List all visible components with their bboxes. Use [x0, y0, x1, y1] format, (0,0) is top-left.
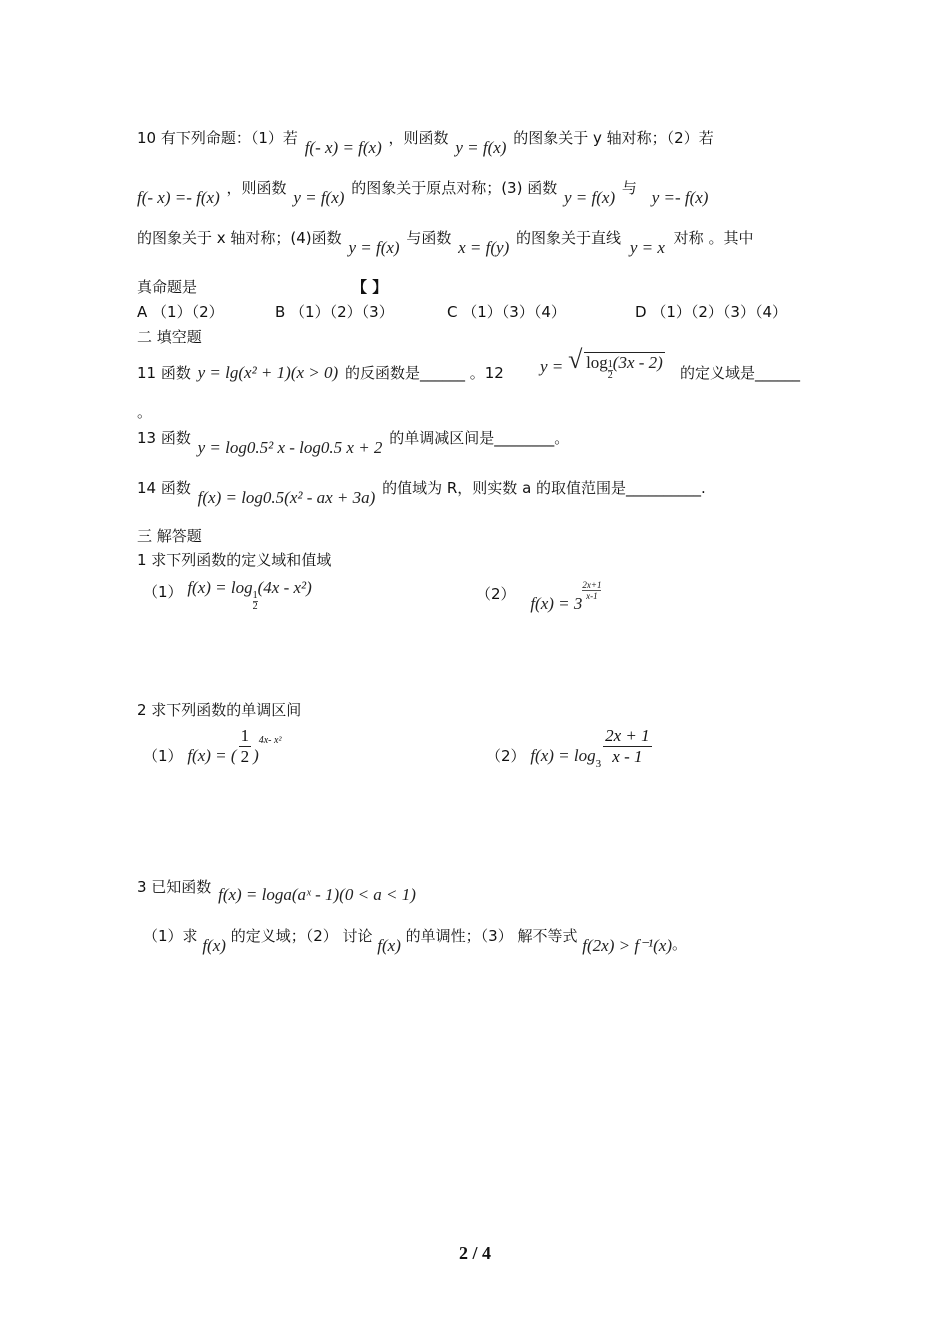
p2-i2-frac [603, 726, 652, 767]
p2-title: 2 求下列函数的单调区间 [137, 701, 302, 719]
section-3-title: 三 解答题 [137, 527, 202, 545]
page-number: 2 / 4 [458, 1243, 491, 1263]
p1-item-1 [143, 578, 312, 612]
p2-item-1 [143, 726, 281, 774]
q10-line-1 [137, 128, 714, 157]
q10-l2-math-a: f(- x) =- f(x) [137, 188, 220, 207]
q11-text-a: 11 函数 [137, 364, 191, 382]
p1-i1-arg: (4x - x²) [257, 578, 312, 597]
q10-answer-bracket: 【 】 [352, 278, 388, 296]
q10-l1-text-c: 的图象关于 y 轴对称；（2）若 [513, 129, 714, 147]
p1-i2-exp [582, 580, 601, 601]
q10-option-b: B （1）（2）（3） [275, 303, 394, 321]
p3-l2-a: （1）求 [143, 927, 198, 945]
p2-i2-base: 3 [595, 758, 602, 770]
q12-arg: (3x - 2) [612, 353, 663, 372]
p1-title: 1 求下列函数的定义域和值域 [137, 551, 332, 569]
q11-text-b: 的反函数是______ 。12 [344, 364, 504, 382]
p3-l2-math-a: f(x) [202, 936, 226, 955]
q14-line [137, 478, 706, 507]
q10-l2-text-b: 的图象关于原点对称；(3) 函数 [351, 179, 558, 197]
p2-i2-frac-num: 2x + 1 [605, 726, 650, 745]
p2-i1-frac [239, 726, 252, 767]
q12-math [540, 345, 665, 396]
q12-math-y: y = [540, 357, 564, 376]
q13-line [137, 428, 570, 457]
q10-l3-math-c: y = x [629, 238, 665, 257]
q13-text-a: 13 函数 [137, 429, 191, 447]
q10-l1-math-b: y = f(x) [455, 138, 507, 157]
p2-i2-frac-den: x - 1 [612, 747, 643, 766]
q12-tail: 。 [137, 403, 153, 421]
q10-l1-text-b: ，则函数 [388, 129, 449, 147]
q10-l2-math-b: y = f(x) [293, 188, 345, 207]
p2-item-2 [486, 726, 654, 774]
p1-i2-exp-den: x-1 [586, 591, 598, 601]
p2-i1-frac-den: 2 [240, 747, 250, 766]
q14-text-b: 的值域为 R，则实数 a 的取值范围是__________. [382, 479, 706, 497]
q10-option-a: A （1）（2） [137, 303, 224, 321]
p1-i1-label: （1） [143, 583, 183, 601]
p2-i1-math-a: f(x) = ( [187, 746, 237, 765]
q12-sqrt [568, 345, 665, 381]
q10-option-c: C （1）（3）（4） [447, 303, 566, 321]
q10-line-4 [137, 277, 197, 297]
q12-radicand [584, 352, 665, 381]
p3-l2-d: 。 [672, 935, 688, 953]
p1-i1-base-num: 1 [252, 590, 258, 601]
p2-i2-label: （2） [486, 747, 526, 765]
p3-l2-math-c: f(2x) > f⁻¹(x) [582, 936, 673, 955]
p3-title: 3 已知函数 [137, 878, 212, 896]
p1-item-2 [476, 580, 602, 613]
p3-line-2 [143, 926, 688, 955]
p2-i1-label: （1） [143, 747, 183, 765]
p3-l2-c: 的单调性；（3） 解不等式 [405, 927, 578, 945]
p3-l2-b: 的定义域；（2） 讨论 [230, 927, 373, 945]
q12-base-num: 1 [607, 359, 613, 370]
q10-l2-math-d: y =- f(x) [651, 188, 709, 207]
q10-l3-text-a: 的图象关于 x 轴对称；(4)函数 [137, 229, 342, 247]
p1-i1-math: f(x) = log [187, 578, 253, 597]
p1-i2-math: f(x) = 3 [530, 594, 583, 613]
q11-line [137, 363, 504, 383]
q14-text-a: 14 函数 [137, 479, 191, 497]
q13-text-b: 的单调减区间是________。 [389, 429, 570, 447]
p1-i2-label: （2） [476, 585, 516, 603]
p2-i2-math: f(x) = log [530, 746, 596, 765]
q10-l2-text-a: ，则函数 [226, 179, 287, 197]
q12-text: 的定义域是______ [680, 364, 801, 382]
q14-math: f(x) = log0.5(x² - ax + 3a) [197, 488, 376, 507]
p1-i2-exp-num: 2x+1 [582, 580, 602, 590]
q10-l4-text: 真命题是 [137, 278, 198, 296]
q10-option-d: D （1）（2）（3）（4） [635, 303, 787, 321]
q12-log: log [586, 353, 608, 372]
radical-sign-icon: √ [568, 345, 583, 374]
q10-l3-text-c: 的图象关于直线 [516, 229, 622, 247]
q10-l2-text-c: 与 [621, 179, 637, 197]
p2-i1-exp: 4x- x² [258, 735, 282, 746]
section-2-title: 二 填空题 [137, 328, 202, 346]
p1-i1-base-den: 2 [252, 601, 258, 612]
q10-line-3 [137, 228, 754, 257]
q13-math: y = log0.5² x - log0.5 x + 2 [197, 438, 383, 457]
q10-l3-text-b: 与函数 [406, 229, 452, 247]
q10-l3-math-b: x = f(y) [458, 238, 510, 257]
p3-math: f(x) = loga(aˣ - 1)(0 < a < 1) [218, 885, 416, 904]
q10-l3-math-a: y = f(x) [348, 238, 400, 257]
q10-l1-math-a: f(- x) = f(x) [304, 138, 382, 157]
p3-line-1 [137, 877, 416, 904]
p3-l2-math-b: f(x) [377, 936, 401, 955]
q10-l2-math-c: y = f(x) [564, 188, 616, 207]
p2-i1-math-b: ) [253, 746, 259, 765]
p2-i1-frac-num: 1 [240, 726, 250, 745]
q11-math: y = lg(x² + 1)(x > 0) [197, 363, 339, 382]
q10-l3-text-d: 对称 。其中 [673, 229, 754, 247]
q10-line-2 [137, 178, 709, 207]
q10-l1-text-a: 10 有下列命题：（1）若 [137, 129, 298, 147]
q12-base-den: 2 [607, 370, 613, 381]
